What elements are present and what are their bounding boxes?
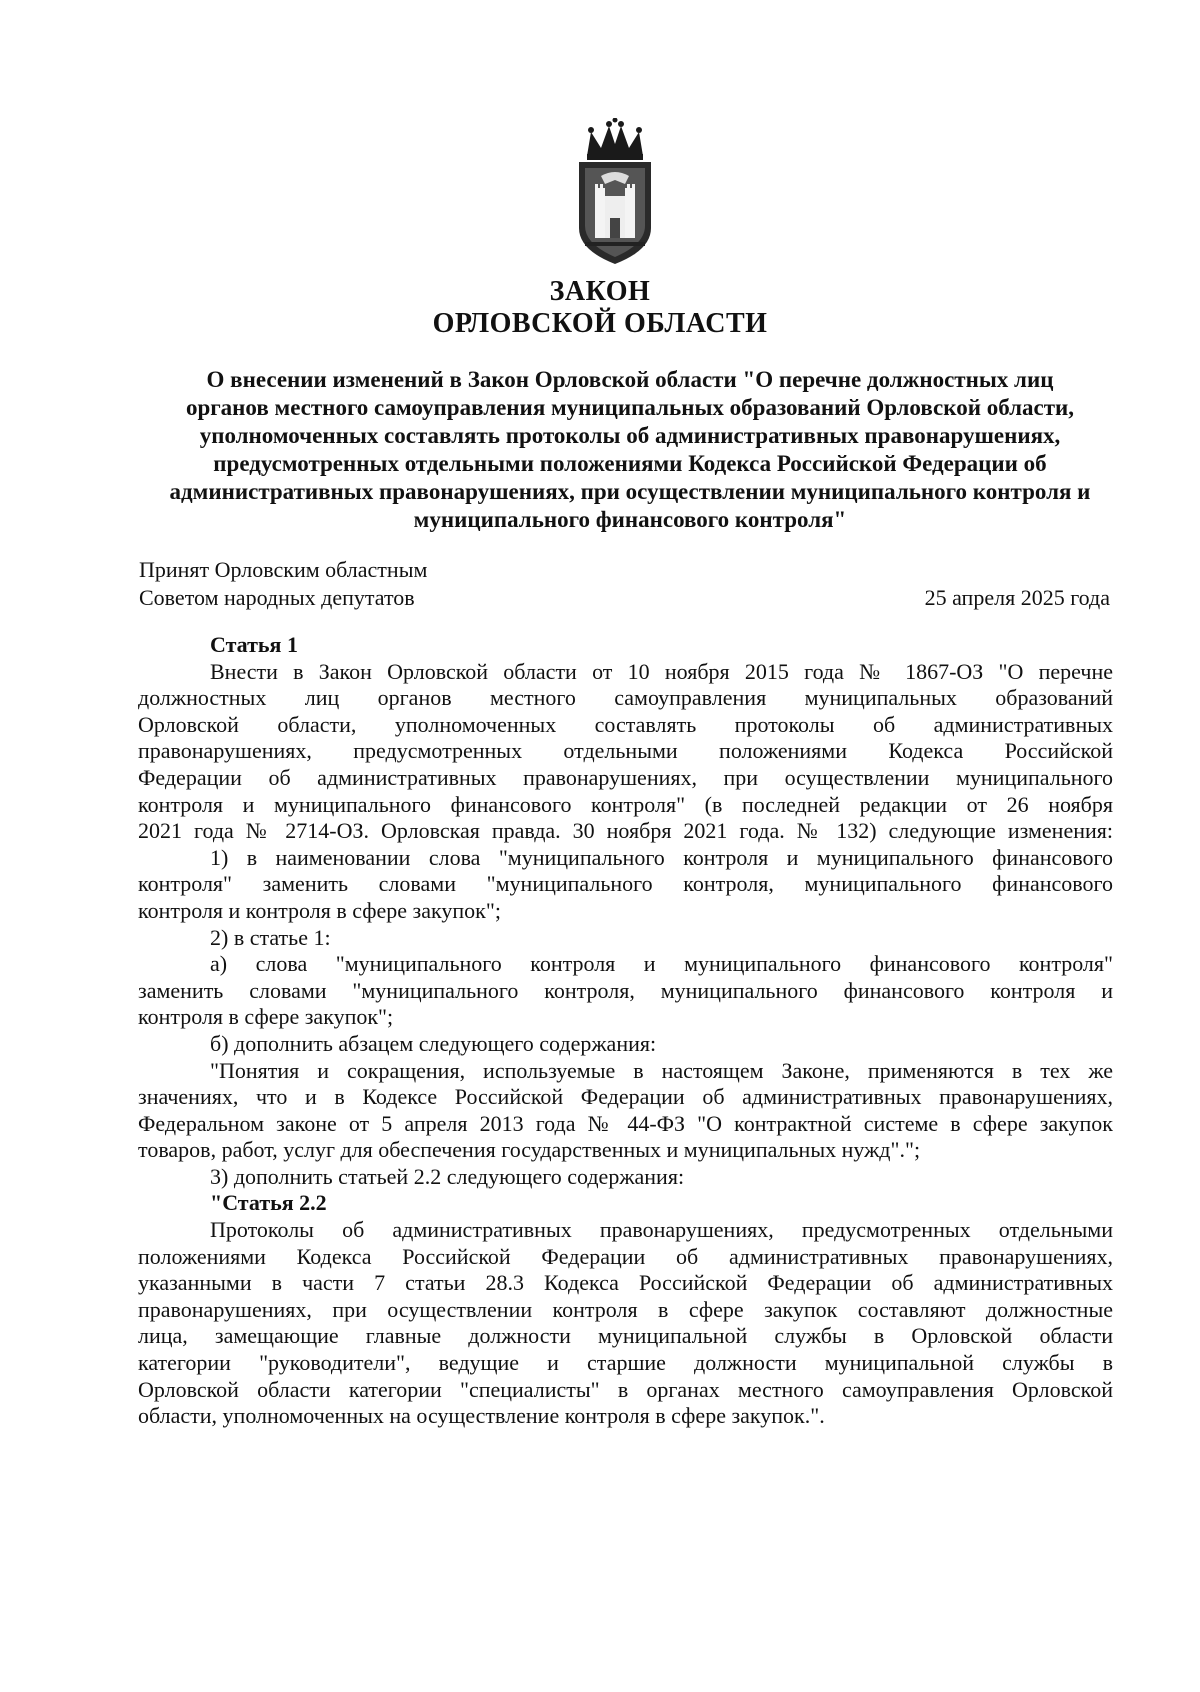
article-heading: Статья 1 <box>210 632 298 657</box>
subject-line: уполномоченных составлять протоколы об административных правонарушениях, <box>199 423 1061 448</box>
adoption-note <box>139 556 427 612</box>
law-region: ОРЛОВСКОЙ ОБЛАСТИ <box>432 308 768 339</box>
law-subject <box>130 366 1130 534</box>
body-line: значениях, что и в Кодексе Российской Федерации об административных правонарушениях, <box>138 1084 1113 1110</box>
body-line: 3) дополнить статьей 2.2 следующего содержания: <box>210 1163 685 1189</box>
body-line: б) дополнить абзацем следующего содержания: <box>210 1030 657 1056</box>
body-line: Орловской области категории "специалисты" в органах местного самоуправления Орловской <box>138 1376 1113 1402</box>
body-line: заменить словами "муниципального контроля, муниципального финансового контроля и <box>138 977 1113 1003</box>
subject-line: предусмотренных отдельными положениями Кодекса Российской Федерации об <box>213 451 1047 476</box>
body-line: 1) в наименовании слова "муниципального контроля и муниципального финансового <box>210 844 1113 870</box>
body-line: должностных лиц органов местного самоуправления муниципальных образований <box>138 685 1113 711</box>
adoption-line: Советом народных депутатов <box>139 585 415 610</box>
law-title: ЗАКОН <box>549 276 651 307</box>
body-line: контроля в сфере закупок"; <box>138 1004 394 1030</box>
body-line: положениями Кодекса Российской Федерации об административных правонарушениях, <box>138 1243 1113 1269</box>
body-line: а) слова "муниципального контроля и муниципального финансового контроля" <box>210 951 1113 977</box>
body-line: Федеральном законе от 5 апреля 2013 года № 44-ФЗ "О контрактной системе в сфере закупок <box>138 1110 1113 1136</box>
subject-line: административных правонарушениях, при осуществлении муниципального контроля и <box>169 479 1091 504</box>
body-line: 2021 года № 2714-ОЗ. Орловская правда. 30 ноября 2021 года. № 132) следующие изменения: <box>138 818 1113 844</box>
body-line: контроля и муниципального финансового контроля" (в последней редакции от 26 ноября <box>138 791 1113 817</box>
article-heading: "Статья 2.2 <box>210 1190 327 1216</box>
body-line: области, уполномоченных на осуществление контроля в сфере закупок.". <box>138 1403 825 1429</box>
coat-of-arms-icon <box>565 118 665 268</box>
subject-line: О внесении изменений в Закон Орловской области "О перечне должностных лиц <box>206 367 1054 392</box>
body-line: "Понятия и сокращения, используемые в настоящем Законе, применяются в тех же <box>210 1057 1113 1083</box>
adoption-line: Принят Орловским областным <box>139 557 428 582</box>
body-line: правонарушениях, предусмотренных отдельными положениями Кодекса Российской <box>138 738 1113 764</box>
body-line: указанными в части 7 статьи 28.3 Кодекса Российской Федерации об административных <box>138 1270 1113 1296</box>
body-line: контроля" заменить словами "муниципального контроля, муниципального финансового <box>138 871 1113 897</box>
body-line: Внести в Закон Орловской области от 10 ноября 2015 года № 1867-ОЗ "О перечне <box>210 658 1113 684</box>
body-line: 2) в статье 1: <box>210 924 331 950</box>
body-line: Орловской области, уполномоченных составлять протоколы об административных <box>138 711 1113 737</box>
body-line: лица, замещающие главные должности муниципальной службы в Орловской области <box>138 1323 1113 1349</box>
law-body <box>138 632 1113 1430</box>
body-line: контроля и контроля в сфере закупок"; <box>138 897 501 923</box>
body-line: категории "руководители", ведущие и старшие должности муниципальной службы в <box>138 1350 1113 1376</box>
adoption-date: 25 апреля 2025 года <box>924 585 1110 610</box>
subject-line: муниципального финансового контроля" <box>413 507 847 532</box>
body-line: Протоколы об административных правонарушениях, предусмотренных отдельными <box>210 1217 1113 1243</box>
body-line: правонарушениях, при осуществлении контроля в сфере закупок составляют должностные <box>138 1296 1113 1322</box>
body-line: Федерации об административных правонарушениях, при осуществлении муниципального <box>138 764 1113 790</box>
body-line: товаров, работ, услуг для обеспечения государственных и муниципальных нужд"."; <box>138 1137 921 1163</box>
subject-line: органов местного самоуправления муниципальных образований Орловской области, <box>185 395 1075 420</box>
